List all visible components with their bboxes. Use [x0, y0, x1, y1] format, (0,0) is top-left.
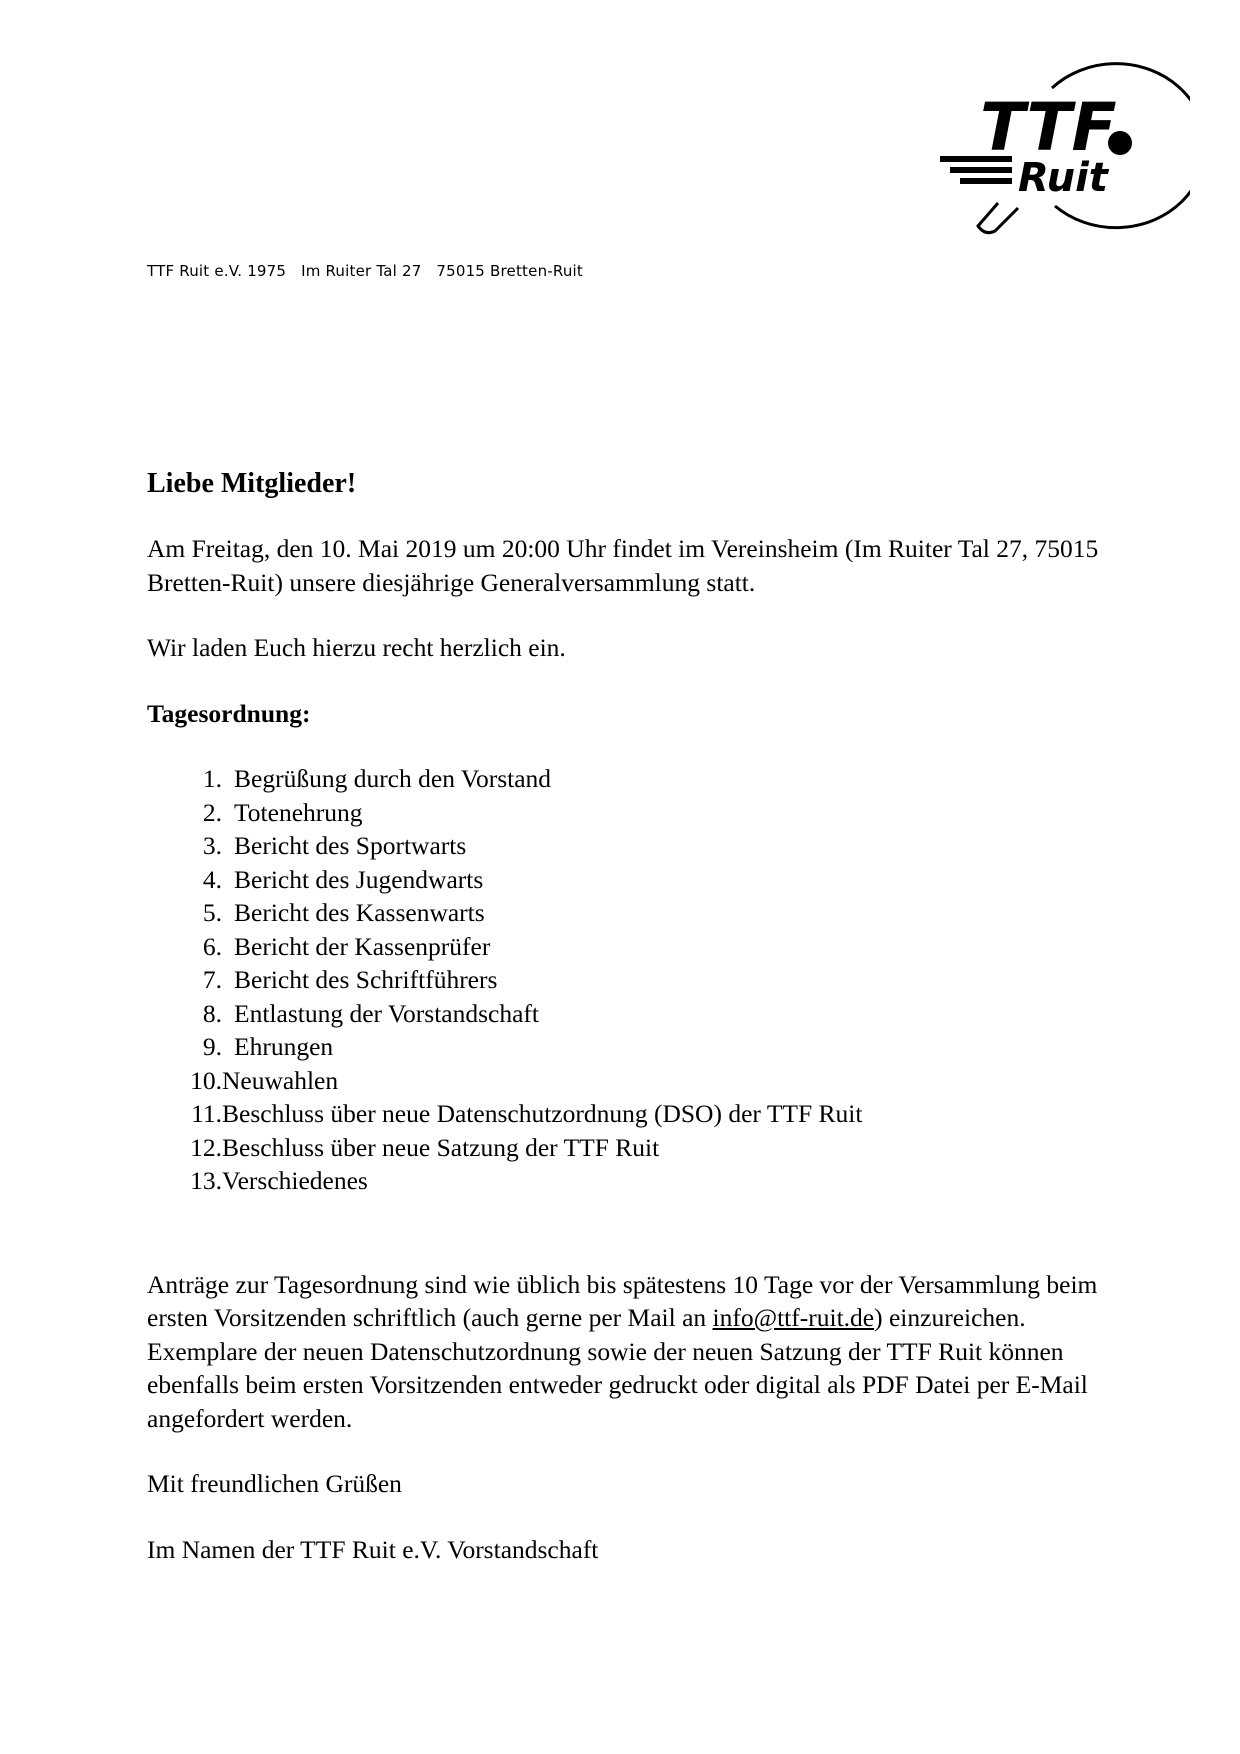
sender-address: TTF Ruit e.V. 1975 Im Ruiter Tal 27 75015 Bretten-Ruit	[147, 262, 583, 280]
agenda-item-number: 11.	[191, 1099, 222, 1128]
agenda-item	[147, 863, 1137, 897]
club-logo	[940, 48, 1190, 238]
agenda-item-text: Begrüßung durch den Vorstand	[234, 764, 552, 793]
agenda-item-number: 7.	[202, 965, 222, 994]
table-tennis-racket-icon	[940, 48, 1190, 238]
intro-paragraph: Am Freitag, den 10. Mai 2019 um 20:00 Uhr findet im Vereinsheim (Im Ruiter Tal 27, 75015 Bretten-Ruit) unsere diesjährige Generalversammlung statt.	[147, 534, 1099, 597]
agenda-item-text: Beschluss über neue Satzung der TTF Ruit	[222, 1132, 660, 1162]
antraege-paragraph	[147, 1268, 1137, 1335]
agenda-item-number: 6.	[202, 931, 222, 961]
agenda-item-text: Bericht des Schriftführers	[234, 965, 498, 994]
agenda-item	[147, 829, 1137, 863]
agenda-item-number: 1.	[202, 764, 222, 793]
invite-paragraph: Wir laden Euch hierzu recht herzlich ein.	[147, 633, 566, 662]
agenda-item	[147, 1030, 1137, 1064]
agenda-item-number: 13.	[190, 1166, 222, 1195]
agenda-item-number: 10.	[190, 1065, 222, 1095]
agenda-item-number: 3.	[202, 831, 222, 860]
agenda-item	[147, 896, 1137, 930]
email-link[interactable]: info@ttf-ruit.de	[712, 1303, 875, 1332]
agenda-item-text: Beschluss über neue Datenschutzordnung (DSO) der TTF Ruit	[222, 1099, 863, 1128]
agenda-item-number: 9.	[202, 1032, 222, 1061]
agenda-item	[147, 1131, 1137, 1165]
agenda-item-text: Bericht des Sportwarts	[234, 831, 467, 860]
agenda-item-text: Verschiedenes	[222, 1166, 368, 1195]
agenda-item	[147, 1097, 1137, 1131]
agenda-item-text: Bericht der Kassenprüfer	[234, 931, 491, 961]
agenda-item-text: Entlastung der Vorstandschaft	[234, 998, 540, 1028]
agenda-item-number: 12.	[190, 1132, 222, 1162]
agenda-item	[147, 930, 1137, 964]
agenda-item-text: Neuwahlen	[222, 1065, 339, 1095]
greeting: Liebe Mitglieder!	[147, 468, 357, 499]
agenda-item	[147, 963, 1137, 997]
agenda-item-text: Totenehrung	[234, 797, 363, 827]
agenda-item	[147, 762, 1137, 796]
agenda-item-text: Bericht des Kassenwarts	[234, 898, 485, 927]
agenda-item	[147, 997, 1137, 1031]
agenda-item-number: 5.	[202, 898, 222, 927]
letter-body	[147, 466, 1137, 1566]
agenda-title: Tagesordnung:	[147, 698, 311, 728]
signature: Im Namen der TTF Ruit e.V. Vorstandschaft	[147, 1534, 599, 1564]
logo-text-ruit: Ruit	[1018, 155, 1108, 201]
agenda-item-text: Bericht des Jugendwarts	[234, 864, 484, 894]
agenda-item-number: 4.	[202, 864, 222, 894]
agenda-item-number: 2.	[202, 797, 222, 827]
agenda-item-text: Ehrungen	[234, 1032, 334, 1061]
logo-text-ttf: TTF	[980, 89, 1117, 166]
exemplare-paragraph: Exemplare der neuen Datenschutzordnung sowie der neuen Satzung der TTF Ruit können ebenfalls beim ersten Vorsitzenden entweder gedruckt oder digital als PDF Datei per E-Mail angefordert werden.	[147, 1336, 1088, 1433]
agenda-list	[147, 762, 1137, 1198]
agenda-item	[147, 1064, 1137, 1098]
closing: Mit freundlichen Grüßen	[147, 1469, 402, 1498]
agenda-item	[147, 796, 1137, 830]
agenda-item-number: 8.	[202, 998, 222, 1028]
antraege-text: Anträge zur Tagesordnung sind wie üblich bis spätestens 10 Tage vor der Versammlung beim ersten Vorsitzenden schriftlich (auch gerne per Mail an	[147, 1269, 1098, 1332]
agenda-item	[147, 1164, 1137, 1198]
antraege-text-end: ) einzureichen.	[874, 1303, 1026, 1332]
